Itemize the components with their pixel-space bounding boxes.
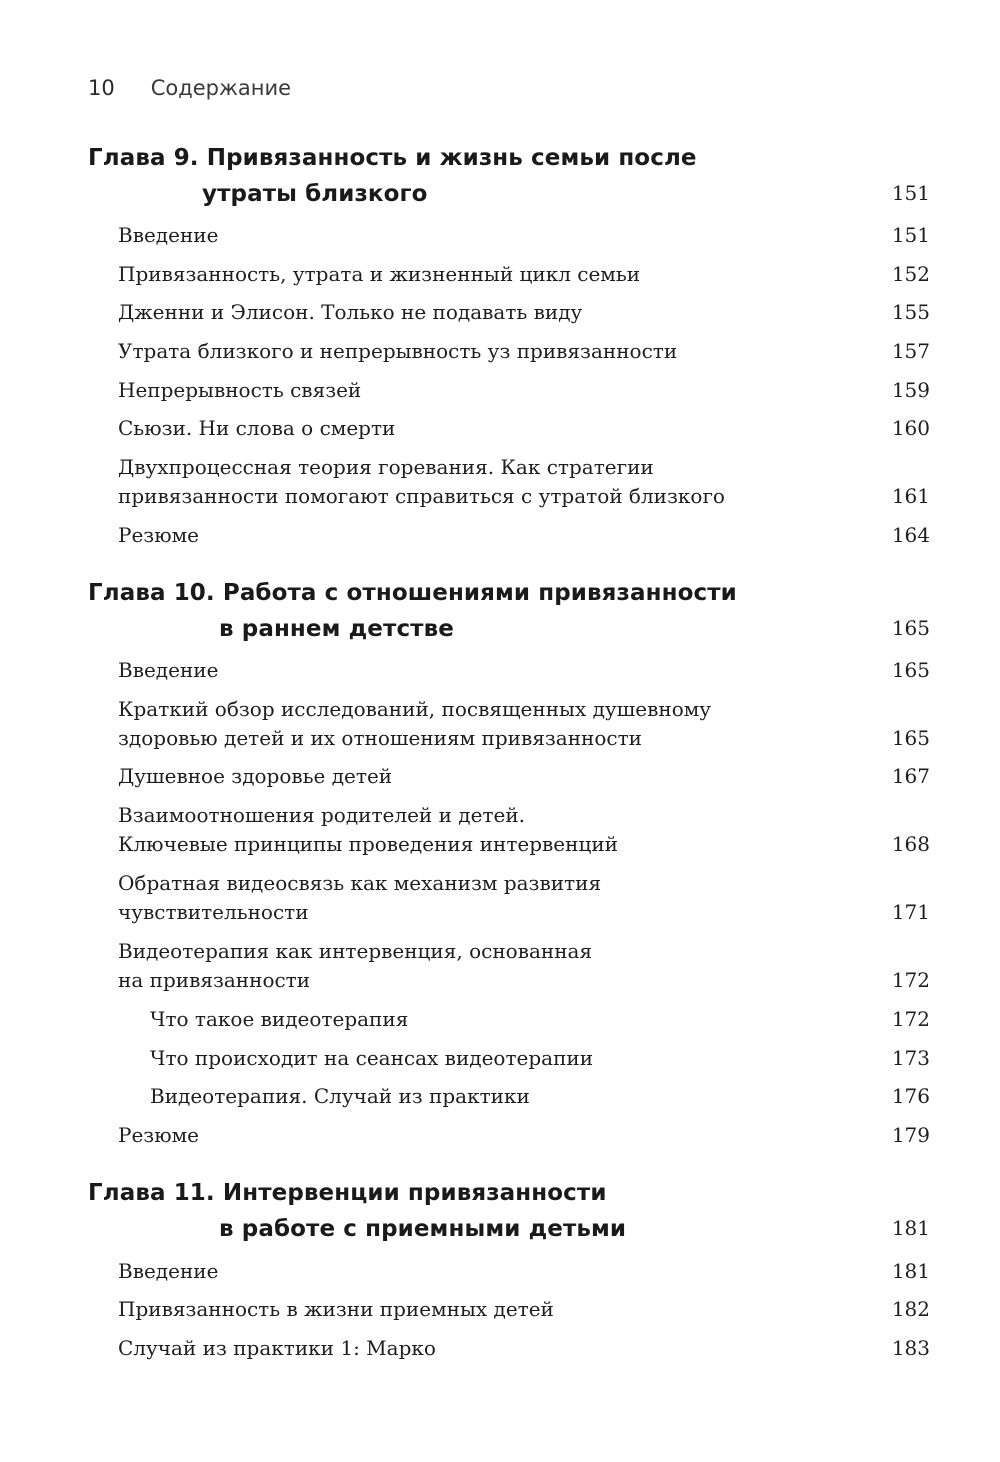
toc-entry: Сьюзи. Ни слова о смерти <box>118 416 396 440</box>
toc-entry-continuation: здоровью детей и их отношениям привязанности <box>118 726 642 750</box>
toc-entry-page: 165 <box>891 658 930 682</box>
chapter-9-title-line2: утраты близкого <box>202 181 428 207</box>
running-head-title: Содержание <box>150 76 292 100</box>
toc-entry-continuation: чувствительности <box>118 900 309 924</box>
toc-entry-continuation: на привязанности <box>118 968 311 992</box>
toc-entry-page: 183 <box>891 1336 930 1360</box>
toc-entry-page: 168 <box>891 832 930 856</box>
toc-entry-page: 167 <box>891 764 930 788</box>
toc-entry: Привязанность, утрата и жизненный цикл семьи <box>118 262 641 286</box>
toc-entry-page: 176 <box>891 1084 930 1108</box>
toc-entry-continuation: Ключевые принципы проведения интервенций <box>118 832 618 856</box>
chapter-9-page: 151 <box>891 181 930 205</box>
toc-entry: Краткий обзор исследований, посвященных душевному <box>118 697 712 721</box>
toc-entry: Введение <box>118 1259 219 1283</box>
chapter-10-title-line2: в раннем детстве <box>219 616 454 642</box>
toc-entry-page: 173 <box>891 1046 930 1070</box>
toc-entry: Двухпроцессная теория горевания. Как стратегии <box>118 455 654 479</box>
toc-entry: Обратная видеосвязь как механизм развития <box>118 871 602 895</box>
toc-entry-continuation: привязанности помогают справиться с утратой близкого <box>118 484 725 508</box>
toc-entry: Утрата близкого и непрерывность уз привязанности <box>118 339 678 363</box>
toc-entry: Резюме <box>118 523 200 547</box>
toc-entry-page: 181 <box>891 1259 930 1283</box>
toc-entry-page: 161 <box>891 484 930 508</box>
page-number: 10 <box>88 76 115 100</box>
toc-entry-page: 172 <box>891 968 930 992</box>
toc-entry: Привязанность в жизни приемных детей <box>118 1297 554 1321</box>
chapter-11-title-line2: в работе с приемными детьми <box>219 1216 627 1242</box>
toc-entry-page: 172 <box>891 1007 930 1031</box>
toc-subentry: Что такое видеотерапия <box>150 1007 409 1031</box>
toc-entry: Случай из практики 1: Марко <box>118 1336 436 1360</box>
toc-entry-page: 157 <box>891 339 930 363</box>
toc-entry: Введение <box>118 658 219 682</box>
toc-entry: Душевное здоровье детей <box>118 764 393 788</box>
toc-entry-page: 165 <box>891 726 930 750</box>
toc-entry: Резюме <box>118 1123 200 1147</box>
toc-subentry: Что происходит на сеансах видеотерапии <box>150 1046 594 1070</box>
chapter-9-title-line1: Глава 9. Привязанность и жизнь семьи после <box>88 145 697 171</box>
toc-entry: Дженни и Элисон. Только не подавать виду <box>118 300 583 324</box>
chapter-10-title-line1: Глава 10. Работа с отношениями привязанности <box>88 580 737 606</box>
toc-entry: Непрерывность связей <box>118 378 362 402</box>
toc-entry-page: 179 <box>891 1123 930 1147</box>
toc-subentry: Видеотерапия. Случай из практики <box>150 1084 530 1108</box>
toc-entry-page: 171 <box>891 900 930 924</box>
toc-entry-page: 155 <box>891 300 930 324</box>
toc-entry-page: 151 <box>891 223 930 247</box>
chapter-11-title-line1: Глава 11. Интервенции привязанности <box>88 1180 607 1206</box>
toc-entry-page: 164 <box>891 523 930 547</box>
chapter-11-page: 181 <box>891 1216 930 1240</box>
toc-entry-page: 152 <box>891 262 930 286</box>
toc-entry: Введение <box>118 223 219 247</box>
toc-entry: Видеотерапия как интервенция, основанная <box>118 939 593 963</box>
toc-entry-page: 160 <box>891 416 930 440</box>
chapter-10-page: 165 <box>891 616 930 640</box>
toc-entry-page: 182 <box>891 1297 930 1321</box>
toc-entry: Взаимоотношения родителей и детей. <box>118 803 526 827</box>
toc-entry-page: 159 <box>891 378 930 402</box>
